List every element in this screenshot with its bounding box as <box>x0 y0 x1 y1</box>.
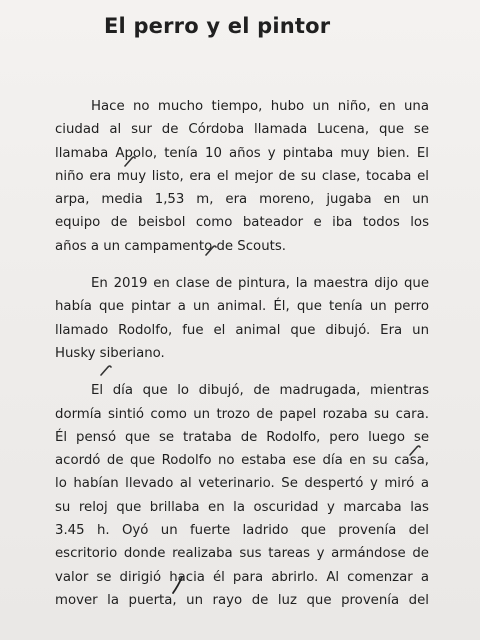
paragraph-line: llamaba Apolo, tenía 10 años y pintaba muy bien. El <box>55 145 429 161</box>
paragraph-line: niño era muy listo, era el mejor de su clase, tocaba el <box>55 168 429 184</box>
paragraph-line: había que pintar a un animal. Él, que tenía un perro <box>55 299 429 315</box>
paragraph-line: 3.45 h. Oyó un fuerte ladrido que provenía del <box>55 523 429 539</box>
paragraph-3 <box>55 379 429 612</box>
paragraph-line: Hace no mucho tiempo, hubo un niño, en una <box>91 99 429 114</box>
paragraph-line: Husky siberiano. <box>55 345 165 361</box>
paragraph-line: Él pensó que se trataba de Rodolfo, pero luego se <box>55 429 429 445</box>
document-title: El perro y el pintor <box>104 14 331 38</box>
paragraph-line: El día que lo dibujó, de madrugada, mientras <box>91 383 429 399</box>
paragraph-line: mover la puerta, un rayo de luz que provenía del <box>55 592 429 608</box>
paragraph-1 <box>55 95 429 258</box>
paragraph-line: arpa, media 1,53 m, era moreno, jugaba en un <box>55 192 429 208</box>
paragraph-line: acordó de que Rodolfo no estaba ese día en su casa, <box>55 453 429 469</box>
paragraph-line: equipo de beisbol como bateador e iba todos los <box>55 215 429 231</box>
document-body <box>55 95 429 626</box>
paragraph-2 <box>55 272 429 365</box>
paragraph-line: escritorio donde realizaba sus tareas y armándose de <box>55 546 429 562</box>
paragraph-line: En 2019 en clase de pintura, la maestra dijo que <box>91 276 429 292</box>
paragraph-line: llamado Rodolfo, fue el animal que dibujó. Era un <box>55 322 429 338</box>
paragraph-line: ciudad al sur de Córdoba llamada Lucena, que se <box>55 122 429 138</box>
paragraph-line: años a un campamento de Scouts. <box>55 238 286 254</box>
paragraph-line: lo habían llevado al veterinario. Se despertó y miró a <box>55 476 429 492</box>
paragraph-line: dormía sintió como un trozo de papel rozaba su cara. <box>55 406 429 422</box>
paragraph-line: valor se dirigió hacia él para abrirlo. Al comenzar a <box>55 569 429 585</box>
paragraph-line: su reloj que brillaba en la oscuridad y marcaba las <box>55 499 429 515</box>
